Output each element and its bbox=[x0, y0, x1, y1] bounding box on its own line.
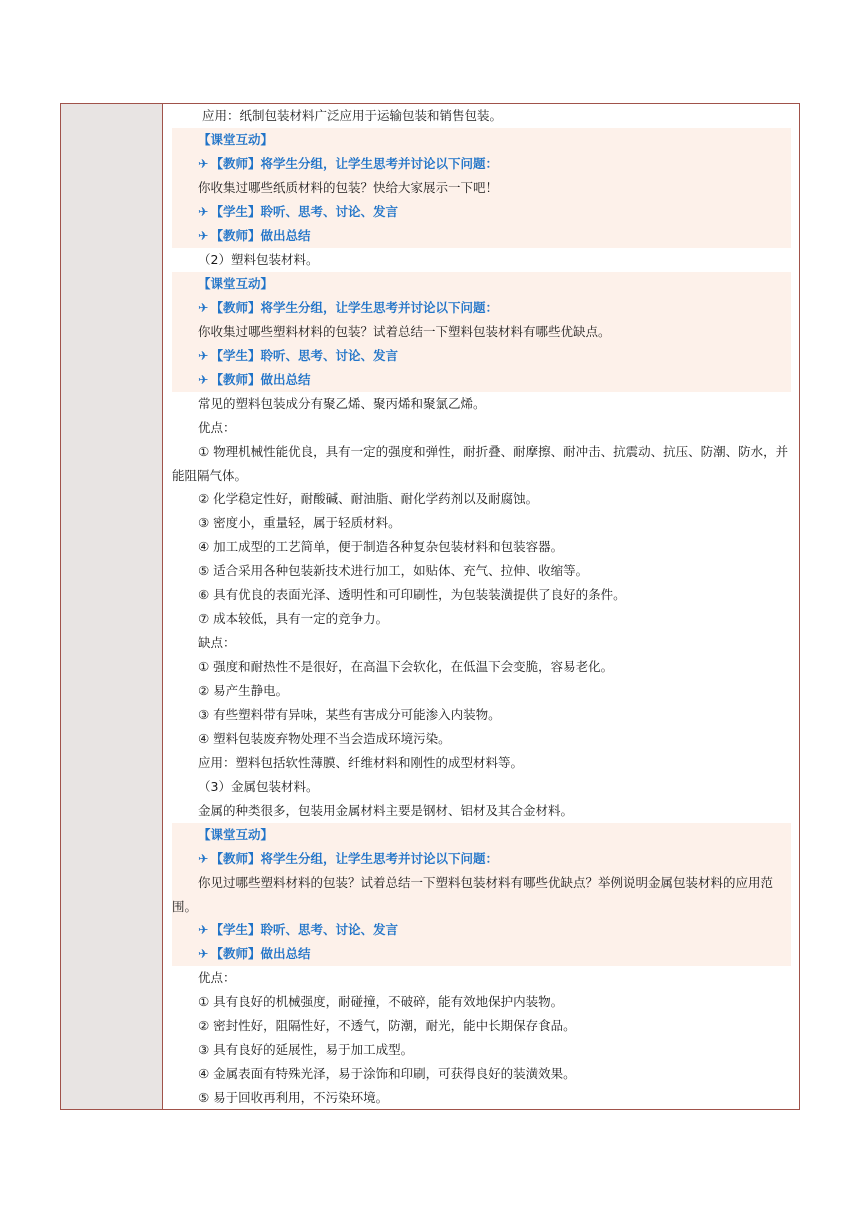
paragraph-line: ④ 塑料包装废弃物处理不当会造成环境污染。 bbox=[198, 731, 451, 746]
interaction-heading: 【课堂互动】 bbox=[198, 276, 274, 291]
interaction-heading: 【课堂互动】 bbox=[198, 132, 274, 147]
paragraph-line: （3）金属包装材料。 bbox=[198, 779, 319, 794]
plane-arrow-icon: ✈ bbox=[198, 156, 209, 171]
interaction-step-text: 【学生】聆听、思考、讨论、发言 bbox=[210, 922, 398, 937]
paragraph-line: 缺点： bbox=[198, 635, 236, 650]
paragraph-line: ① 具有良好的机械强度，耐碰撞，不破碎，能有效地保护内装物。 bbox=[198, 994, 564, 1009]
table-content-cell bbox=[164, 104, 799, 1109]
paragraph-line: ③ 密度小，重量轻，属于轻质材料。 bbox=[198, 515, 401, 530]
paragraph-line: ③ 有些塑料带有异味，某些有害成分可能渗入内装物。 bbox=[198, 707, 501, 722]
paragraph-line: ④ 金属表面有特殊光泽，易于涂饰和印刷，可获得良好的装潢效果。 bbox=[198, 1066, 576, 1081]
plane-arrow-icon: ✈ bbox=[198, 922, 209, 937]
paragraph-line: ① 强度和耐热性不是很好，在高温下会软化，在低温下会变脆，容易老化。 bbox=[198, 659, 614, 674]
paragraph-line: 金属的种类很多，包装用金属材料主要是钢材、铝材及其合金材料。 bbox=[198, 803, 574, 818]
plane-arrow-icon: ✈ bbox=[198, 946, 209, 961]
paragraph-line: （2）塑料包装材料。 bbox=[198, 252, 319, 267]
interaction-step bbox=[172, 344, 791, 368]
classroom-interaction-box bbox=[172, 823, 791, 966]
interaction-step bbox=[172, 942, 791, 966]
paragraph-line: ② 易产生静电。 bbox=[198, 683, 289, 698]
paragraph-wrapped: ① 物理机械性能优良，具有一定的强度和弹性，耐折叠、耐摩擦、耐冲击、抗震动、抗压、防潮、防水，并能阻隔气体。 bbox=[172, 444, 789, 483]
interaction-step-text: 【教师】将学生分组，让学生思考并讨论以下问题： bbox=[210, 300, 498, 315]
interaction-question: 你收集过哪些纸质材料的包装？快给大家展示一下吧！ bbox=[198, 180, 499, 195]
lesson-table bbox=[60, 103, 800, 1110]
interaction-step-text: 【教师】将学生分组，让学生思考并讨论以下问题： bbox=[210, 851, 498, 866]
paragraph-line: ② 化学稳定性好，耐酸碱、耐油脂、耐化学药剂以及耐腐蚀。 bbox=[198, 491, 539, 506]
paragraph-line: ⑤ 适合采用各种包装新技术进行加工，如贴体、充气、拉伸、收缩等。 bbox=[198, 563, 589, 578]
interaction-step-text: 【教师】做出总结 bbox=[210, 946, 311, 961]
interaction-step-text: 【教师】做出总结 bbox=[210, 372, 311, 387]
paragraph-line: ② 密封性好，阻隔性好，不透气，防潮，耐光，能中长期保存食品。 bbox=[198, 1018, 576, 1033]
interaction-step bbox=[172, 296, 791, 320]
paragraph-line: 优点： bbox=[198, 420, 236, 435]
paragraph-line: 优点： bbox=[198, 970, 236, 985]
paragraph-line: 常见的塑料包装成分有聚乙烯、聚丙烯和聚氯乙烯。 bbox=[198, 396, 486, 411]
classroom-interaction-box bbox=[172, 128, 791, 248]
interaction-step bbox=[172, 918, 791, 942]
paragraph-line: ④ 加工成型的工艺简单，便于制造各种复杂包装材料和包装容器。 bbox=[198, 539, 564, 554]
interaction-step bbox=[172, 152, 791, 176]
paragraph-line: ⑥ 具有优良的表面光泽、透明性和可印刷性，为包装装潢提供了良好的条件。 bbox=[198, 587, 626, 602]
plane-arrow-icon: ✈ bbox=[198, 204, 209, 219]
interaction-step bbox=[172, 224, 791, 248]
interaction-step-text: 【学生】聆听、思考、讨论、发言 bbox=[210, 348, 398, 363]
interaction-heading: 【课堂互动】 bbox=[198, 827, 274, 842]
paragraph-line: ⑤ 易于回收再利用，不污染环境。 bbox=[198, 1090, 389, 1105]
interaction-step-text: 【学生】聆听、思考、讨论、发言 bbox=[210, 204, 398, 219]
interaction-step-text: 【教师】做出总结 bbox=[210, 228, 311, 243]
plane-arrow-icon: ✈ bbox=[198, 228, 209, 243]
paragraph-line: 应用：纸制包装材料广泛应用于运输包装和销售包装。 bbox=[202, 108, 503, 123]
plane-arrow-icon: ✈ bbox=[198, 372, 209, 387]
interaction-step bbox=[172, 847, 791, 871]
paragraph-line: ⑦ 成本较低，具有一定的竞争力。 bbox=[198, 611, 389, 626]
classroom-interaction-box bbox=[172, 272, 791, 392]
interaction-step bbox=[172, 368, 791, 392]
paragraph-line: ③ 具有良好的延展性，易于加工成型。 bbox=[198, 1042, 414, 1057]
interaction-step bbox=[172, 200, 791, 224]
interaction-question: 你收集过哪些塑料材料的包装？试着总结一下塑料包装材料有哪些优缺点。 bbox=[198, 324, 611, 339]
interaction-question: 你见过哪些塑料材料的包装？试着总结一下塑料包装材料有哪些优缺点？举例说明金属包装材料的应用范围。 bbox=[172, 875, 774, 914]
paragraph-line: 应用：塑料包括软性薄膜、纤维材料和刚性的成型材料等。 bbox=[198, 755, 524, 770]
plane-arrow-icon: ✈ bbox=[198, 348, 209, 363]
plane-arrow-icon: ✈ bbox=[198, 300, 209, 315]
interaction-step-text: 【教师】将学生分组，让学生思考并讨论以下问题： bbox=[210, 156, 498, 171]
table-left-column bbox=[61, 104, 163, 1109]
plane-arrow-icon: ✈ bbox=[198, 851, 209, 866]
